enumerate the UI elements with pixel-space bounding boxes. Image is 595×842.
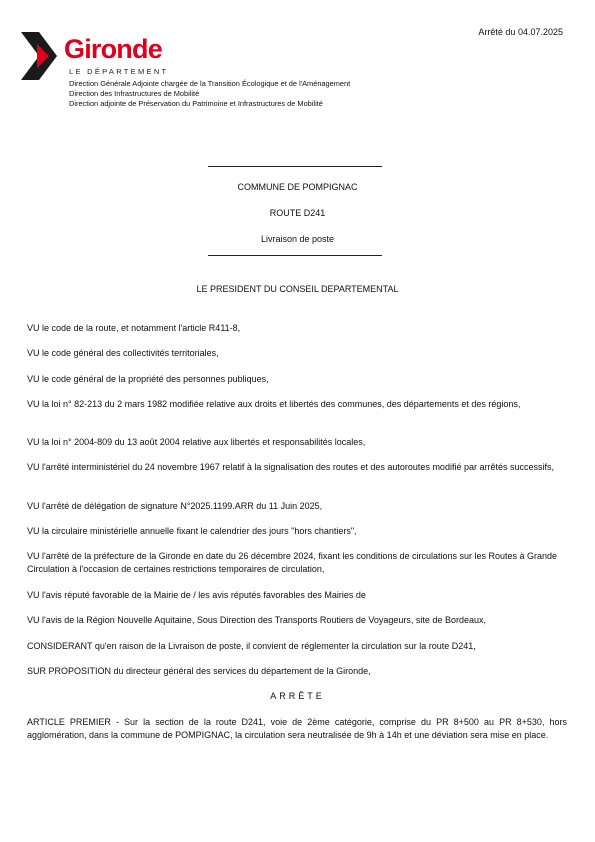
- vu-paragraph: VU la loi n° 2004-809 du 13 août 2004 relative aux libertés et responsabilités locales,: [27, 437, 366, 447]
- vu-paragraph: VU l'arrêté de délégation de signature N°2025.1199.ARR du 11 Juin 2025,: [27, 501, 323, 511]
- proposition-paragraph: SUR PROPOSITION du directeur général des services du département de la Gironde,: [27, 666, 371, 676]
- president-heading: LE PRESIDENT DU CONSEIL DEPARTEMENTAL: [196, 284, 399, 294]
- route-title: ROUTE D241: [269, 208, 326, 218]
- arrete-heading: ARRÊTE: [270, 691, 325, 701]
- arrete-date: Arrêté du 04.07.2025: [478, 27, 563, 37]
- vu-paragraph: VU la loi n° 82-213 du 2 mars 1982 modifiée relative aux droits et libertés des communes, des départements et des régions,: [27, 399, 521, 409]
- vu-paragraph: VU le code général de la propriété des personnes publiques,: [27, 374, 269, 384]
- vu-paragraph: VU l'avis réputé favorable de la Mairie de / les avis réputés favorables des Mairies de: [27, 590, 366, 600]
- commune-title: COMMUNE DE POMPIGNAC: [237, 182, 358, 192]
- direction-line: Direction Générale Adjointe chargée de la Transition Écologique et de l'Aménagement: [69, 79, 351, 88]
- gironde-logo-mark-icon: [19, 30, 63, 82]
- direction-line: Direction des Infrastructures de Mobilité: [69, 89, 200, 98]
- directions-block: [69, 79, 350, 109]
- vu-paragraph: VU l'avis de la Région Nouvelle Aquitaine, Sous Direction des Transports Routiers de Voyageurs, site de Bordeaux,: [27, 615, 486, 625]
- title-divider-bottom: [208, 255, 382, 256]
- brand-subtitle: LE DÉPARTEMENT: [69, 67, 169, 76]
- vu-paragraph: VU l'arrêté interministériel du 24 novembre 1967 relatif à la signalisation des routes et des autoroutes modifié par arrêtés successifs,: [27, 462, 554, 472]
- object-title: Livraison de poste: [260, 234, 335, 244]
- vu-paragraph: VU l'arrêté de la préfecture de la Gironde en date du 26 décembre 2024, fixant les conditions de circulations sur les Routes à Grande Circulation à l'occasion de certaines restrictions temporaires de circulation,: [27, 551, 558, 574]
- brand-name: Gironde: [64, 34, 162, 64]
- vu-paragraph: VU la circulaire ministérielle annuelle fixant le calendrier des jours "hors chantiers",: [27, 526, 357, 536]
- title-divider-top: [208, 166, 382, 167]
- article-premier: ARTICLE PREMIER - Sur la section de la route D241, voie de 2ème catégorie, comprise du PR 8+500 au PR 8+530, hors agglomération, dans la commune de POMPIGNAC, la circulation sera neutralisée de 9h à 14h et une déviation sera mise en place.: [27, 717, 567, 740]
- vu-paragraph: VU le code de la route, et notamment l'article R411-8,: [27, 323, 241, 333]
- considerant-paragraph: CONSIDERANT qu'en raison de la Livraison de poste, il convient de réglementer la circulation sur la route D241,: [27, 641, 476, 651]
- direction-line: Direction adjointe de Préservation du Patrimoine et Infrastructures de Mobilité: [69, 99, 323, 108]
- vu-paragraph: VU le code général des collectivités territoriales,: [27, 348, 219, 358]
